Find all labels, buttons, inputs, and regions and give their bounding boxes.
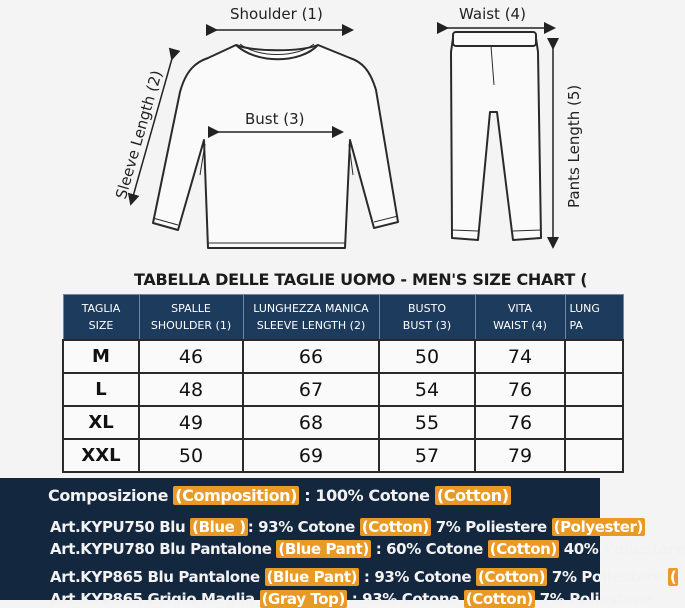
cell-bust: 50 — [379, 340, 475, 373]
cell-shoulder: 48 — [139, 373, 243, 406]
header-shoulder: SPALLE SHOULDER (1) — [139, 295, 243, 341]
table-row — [63, 406, 623, 439]
cell-waist: 74 — [475, 340, 565, 373]
size-chart-title: TABELLA DELLE TAGLIE UOMO - MEN'S SIZE CHART ( — [134, 270, 588, 289]
cell-pants — [565, 406, 623, 439]
garment-diagram — [0, 0, 600, 270]
garment-illustrations — [0, 0, 600, 270]
header-waist: VITA WAIST (4) — [475, 295, 565, 341]
sleeve-label: Sleeve Length (2) — [112, 68, 166, 201]
cell-size: XL — [63, 406, 139, 439]
cell-size: XXL — [63, 439, 139, 472]
waist-label: Waist (4) — [459, 5, 526, 23]
header-bust: BUSTO BUST (3) — [379, 295, 475, 341]
table-row — [63, 340, 623, 373]
header-sleeve: LUNGHEZZA MANICA SLEEVE LENGTH (2) — [243, 295, 379, 341]
cell-bust: 55 — [379, 406, 475, 439]
cell-pants — [565, 373, 623, 406]
pants-icon — [451, 32, 541, 240]
cell-sleeve: 67 — [243, 373, 379, 406]
cell-bust: 54 — [379, 373, 475, 406]
cell-pants — [565, 340, 623, 373]
cell-sleeve: 68 — [243, 406, 379, 439]
shirt-icon — [153, 44, 398, 248]
cell-waist: 79 — [475, 439, 565, 472]
cell-waist: 76 — [475, 406, 565, 439]
cell-bust: 57 — [379, 439, 475, 472]
article-line: Art.KYPU750 Blu (Blue ) : 93% Cotone (Cotton) 7% Poliestere (Polyester) — [50, 518, 643, 536]
cell-sleeve: 69 — [243, 439, 379, 472]
shoulder-label: Shoulder (1) — [230, 5, 323, 23]
cell-pants — [565, 439, 623, 472]
table-row — [63, 439, 623, 472]
table-row — [63, 373, 623, 406]
article-line: Art.KYP865 Grigio Maglia (Gray Top) : 93% Cotone (Cotton) 7% Poliestere — [50, 590, 651, 608]
composition-panel — [0, 478, 685, 608]
table-header-row — [63, 295, 623, 341]
bust-label: Bust (3) — [245, 110, 305, 128]
size-table — [62, 294, 624, 473]
cell-size: M — [63, 340, 139, 373]
cell-shoulder: 50 — [139, 439, 243, 472]
cell-size: L — [63, 373, 139, 406]
header-size: TAGLIA SIZE — [63, 295, 139, 341]
pants-length-label: Pants Length (5) — [565, 84, 583, 208]
cell-shoulder: 49 — [139, 406, 243, 439]
article-line: Art.KYPU780 Blu Pantalone (Blue Pant) : 60% Cotone (Cotton) 40% Poliestere — [50, 540, 685, 558]
composition-line: Composizione (Composition) : 100% Cotone (Cotton) — [48, 486, 509, 505]
header-pants: LUNG PA — [565, 295, 623, 341]
article-line: Art.KYP865 Blu Pantalone (Blue Pant) : 93% Cotone (Cotton) 7% Poliestere ( — [50, 568, 677, 586]
cell-shoulder: 46 — [139, 340, 243, 373]
cell-waist: 76 — [475, 373, 565, 406]
cell-sleeve: 66 — [243, 340, 379, 373]
